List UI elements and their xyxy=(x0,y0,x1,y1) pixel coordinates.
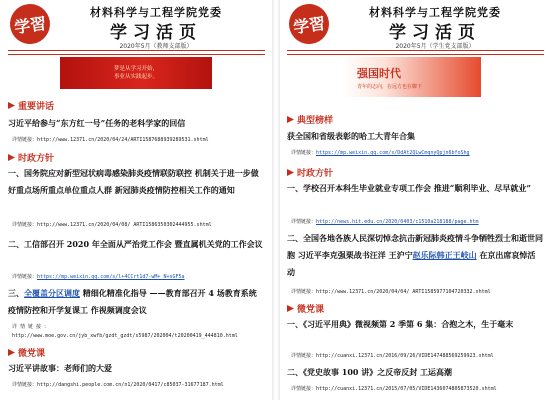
article-link[interactable] xyxy=(12,381,264,388)
link-label: 详情链接： xyxy=(12,137,38,143)
link-label: 详情链接： xyxy=(12,274,38,280)
article-title: 获全国和省级表彰的哈工大青年合集 xyxy=(287,131,415,141)
article-link[interactable] xyxy=(12,136,264,143)
article-link[interactable] xyxy=(291,218,543,225)
issue-line: 2020年5月（教师支部版） xyxy=(119,43,193,50)
section-marker-icon xyxy=(287,169,294,176)
section-heading-micro-lecture xyxy=(287,302,324,315)
section-heading-label: 典型榜样 xyxy=(297,116,334,126)
link-label: 详情链接： xyxy=(12,222,38,228)
motto-line-1: 梦是从学习开始， xyxy=(113,65,158,72)
link-url[interactable]: http://news.hit.edu.cn/2020/0403/c1510a218188/page.htm xyxy=(316,219,479,225)
title-link[interactable]: 赵乐际韩正王岐山 xyxy=(412,250,477,260)
link-label: 详情链接： xyxy=(291,289,317,295)
organization-name: 材料科学与工程学院党委 xyxy=(369,6,501,19)
section-heading-role-models xyxy=(287,113,333,126)
header-rule xyxy=(8,50,265,55)
issue-line: 2020年5月（学生党支部版） xyxy=(395,43,475,50)
link-url[interactable]: http://cuanxi.12371.cn/2015/07/05/VIDE1436074805873520.shtml xyxy=(316,386,497,392)
section-marker-icon xyxy=(8,154,15,161)
article-link[interactable] xyxy=(291,385,543,392)
section-marker-icon xyxy=(8,102,15,109)
leaflet-teacher-edition xyxy=(4,0,269,400)
publication-title: 学习活页 xyxy=(110,23,202,43)
section-marker-icon xyxy=(287,305,294,312)
article-title: 一、《习近平用典》微视频第 2 季第 6 集：合抱之木，生于毫末 xyxy=(287,319,514,329)
section-heading-label: 微党课 xyxy=(297,305,325,315)
page-gutter xyxy=(272,0,280,400)
section-heading-label: 重要讲话 xyxy=(18,102,55,112)
article-title: 二、工信部召开 2020 年全面从严治党工作会 暨直属机关党的工作会议 xyxy=(8,239,263,249)
title-suffix: 精细化精准化指导 ——教育部召开 4 场教育系统疫情防控和开学复课工 作视频调度会议 xyxy=(8,288,257,315)
link-label: 详情链接： xyxy=(291,150,317,156)
header-rule xyxy=(287,50,544,55)
section-heading-label: 微党课 xyxy=(18,349,46,359)
article-title: 一、学校召开本科生毕业就业专项工作会 推进“顺利毕业、尽早就业” xyxy=(287,183,531,193)
section-marker-icon xyxy=(287,116,294,123)
article-title: 二、《党史故事 100 讲》之反帝反封 工运高潮 xyxy=(287,367,453,377)
article-title: 习近平讲故事：老师们的大爱 xyxy=(8,363,112,373)
link-label: 详 情 链 接 ： xyxy=(12,324,50,330)
section-heading-label: 时政方针 xyxy=(18,154,55,164)
title-suffix: 在京出席哀悼活动 xyxy=(287,250,536,277)
banner-subtitle: 青年的志向，在远方也在脚下 xyxy=(357,83,423,90)
link-url[interactable]: https://mp.weixin.qq.com/s/DdAt2QLwCmqnyQpjn6bfoShg xyxy=(316,150,470,156)
leaflet-student-edition xyxy=(283,0,548,400)
article-title: 一、国务院应对新型冠状病毒感染肺炎疫情联防联控 机制关于进一步做好重点场所重点单位重点人群 新冠肺炎疫情防控相关工作的通知 xyxy=(8,168,259,195)
article-title xyxy=(287,230,543,281)
motto-banner xyxy=(60,57,212,89)
section-marker-icon xyxy=(8,349,15,356)
link-url[interactable]: http://cuanxi.12371.cn/2016/09/26/VIDE147488569259923.shtml xyxy=(316,353,494,359)
title-prefix: 二、全国各地各族人民深切悼念抗击新冠肺炎疫情斗争牺牲烈士和逝世同胞 习近平李克强栗战书汪洋 王沪宁 xyxy=(287,233,543,260)
title-link[interactable]: 全覆盖分区调度 xyxy=(24,288,80,298)
link-url[interactable]: http://dangshi.people.com.cn/n1/2020/0417/c85037-31677187.html xyxy=(37,382,224,388)
banner-title: 强国时代 xyxy=(357,66,401,80)
link-url[interactable]: http://www.12371.cn/2020/04/24/ARTI1587688939289531.shtml xyxy=(37,137,209,143)
article-link[interactable] xyxy=(12,273,264,280)
link-label: 详情链接： xyxy=(12,382,38,388)
article-link[interactable] xyxy=(291,352,543,359)
link-url[interactable]: http://www.12371.cn/2020/04/08/ ARTI1586350302444955.shtml xyxy=(37,222,212,228)
article-link[interactable] xyxy=(12,221,264,228)
article-link[interactable] xyxy=(291,149,543,156)
link-url[interactable]: http://www.moe.gov.cn/jyb_xwfb/gzdt_gzdt/s5987/202004/t20200419_444810.html xyxy=(12,333,238,339)
article-link[interactable] xyxy=(291,288,543,295)
publication-title: 学习活页 xyxy=(389,23,481,43)
motto-line-2: 事业从实践起步。 xyxy=(113,74,158,80)
section-heading-policy xyxy=(287,166,333,179)
article-link[interactable] xyxy=(12,323,264,341)
link-label: 详情链接： xyxy=(291,353,317,359)
section-heading-important-speech xyxy=(8,99,54,112)
study-seal-logo: 学習 xyxy=(7,1,52,46)
era-banner xyxy=(343,57,481,97)
link-url[interactable]: https://mp.weixin.qq.com/s/l+4CCrt1d7-wM+_N+sGF5a xyxy=(37,274,185,280)
article-title: 习近平给参与“东方红一号”任务的老科学家的回信 xyxy=(8,118,186,128)
organization-name: 材料科学与工程学院党委 xyxy=(90,6,222,19)
link-label: 详情链接： xyxy=(291,386,317,392)
link-label: 详情链接： xyxy=(291,219,317,225)
section-heading-policy xyxy=(8,151,54,164)
link-url[interactable]: http://www.12371.cn/2020/04/04/ ARTI1585977104720332.shtml xyxy=(316,289,491,295)
title-prefix: 三、 xyxy=(8,288,24,298)
article-title xyxy=(8,285,264,319)
study-seal-logo: 学習 xyxy=(286,1,331,46)
section-heading-label: 时政方针 xyxy=(297,169,334,179)
section-heading-micro-lecture xyxy=(8,346,45,359)
